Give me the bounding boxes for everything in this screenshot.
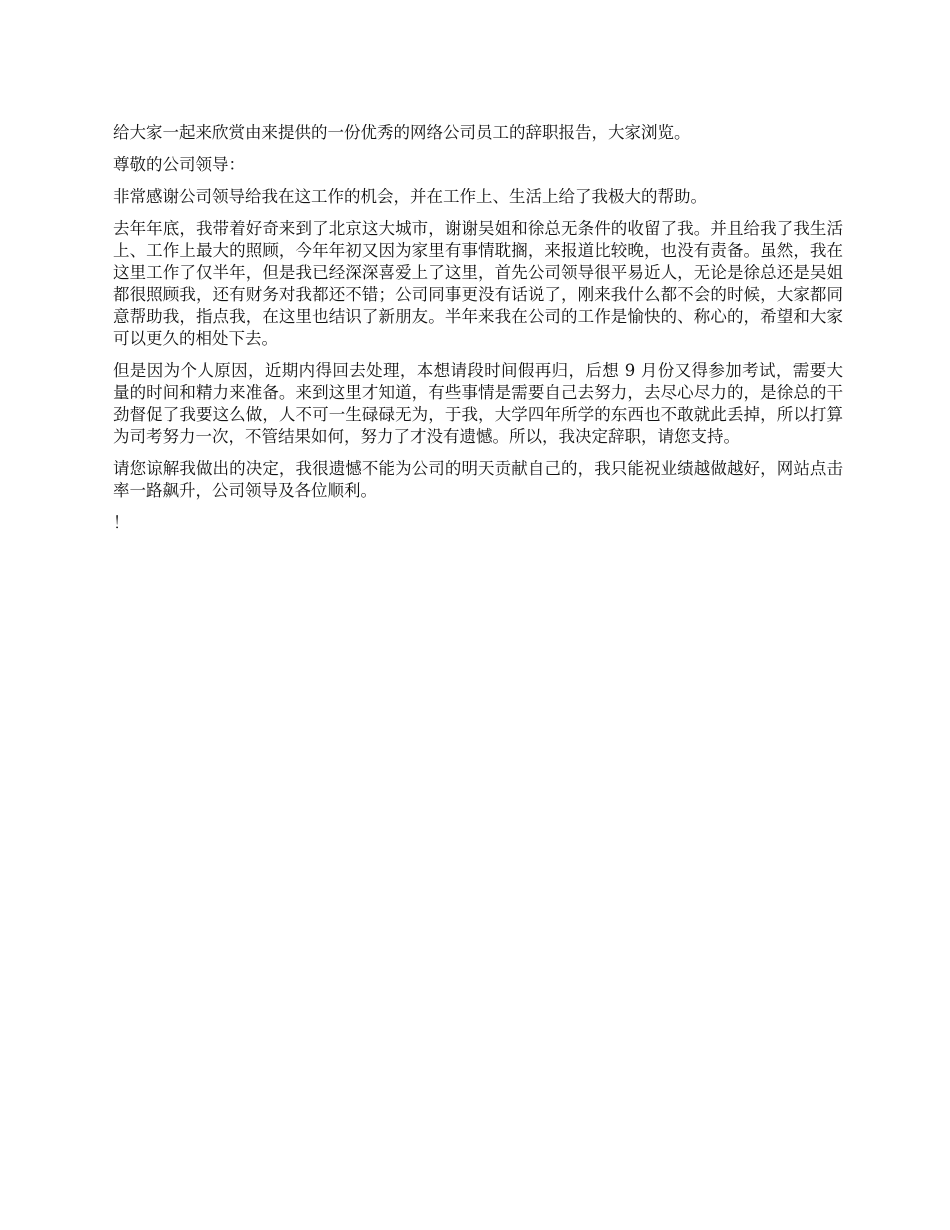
- thanks-paragraph: 非常感谢公司领导给我在这工作的机会，并在工作上、生活上给了我极大的帮助。: [113, 187, 707, 206]
- salutation: 尊敬的公司领导：: [113, 155, 245, 174]
- exclamation-mark: ！: [113, 513, 130, 532]
- experience-paragraph: 去年年底，我带着好奇来到了北京这大城市，谢谢吴姐和徐总无条件的收留了我。并且给我了我生活上、工作上最大的照顾，今年年初又因为家里有事情耽搁，来报道比较晚，也没有责备。虽然，我在这里工作了仅半年，但是我已经深深喜爱上了这里，首先公司领导很平易近人，无论是徐总还是吴姐都很照顾我，还有财务对我都还不错；公司同事更没有话说了，刚来我什么都不会的时候，大家都同意帮助我，指点我，在这里也结识了新朋友。半年来我在公司的工作是愉快的、称心的，希望和大家可以更久的相处下去。: [113, 219, 843, 348]
- intro-paragraph: 给大家一起来欣赏由来提供的一份优秀的网络公司员工的辞职报告，大家浏览。: [113, 123, 691, 142]
- reason-paragraph: 但是因为个人原因，近期内得回去处理，本想请段时间假再归，后想 9 月份又得参加考试，需要大量的时间和精力来准备。来到这里才知道，有些事情是需要自己去努力，去尽心尽力的，是徐总的干劲督促了我要这么做，人不可一生碌碌无为，于我，大学四年所学的东西也不敢就此丢掉，所以打算为司考努力一次，不管结果如何，努力了才没有遗憾。所以，我决定辞职，请您支持。: [113, 361, 843, 446]
- document-body: [113, 122, 843, 544]
- closing-paragraph: 请您谅解我做出的决定，我很遗憾不能为公司的明天贡献自己的，我只能祝业绩越做越好，网站点击率一路飙升，公司领导及各位顺利。: [113, 459, 843, 500]
